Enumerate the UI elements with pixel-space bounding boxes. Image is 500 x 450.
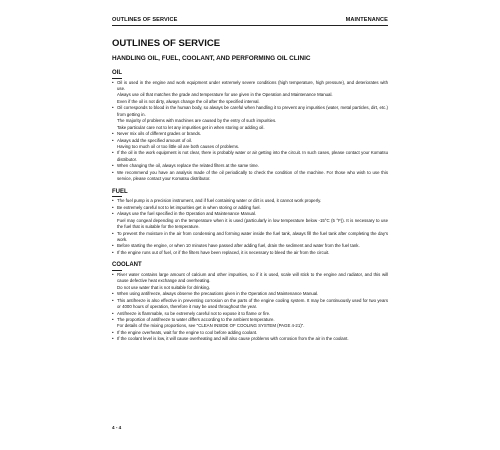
bullet-text: For details of the mixing proportions, see "CLEAN INSIDE OF COOLING SYSTEM (PAGE 4-21)". bbox=[117, 323, 305, 329]
bullet-item bbox=[112, 150, 388, 163]
bullet-text: • If the engine overheats, wait for the engine to cool before adding coolant. bbox=[117, 329, 258, 335]
bullet-item bbox=[112, 138, 388, 151]
bullet-text: Always use oil that matches the grade and temperature for use given in the Operation and Maintenance Manual. bbox=[117, 92, 333, 98]
section-heading: FUEL bbox=[112, 188, 128, 195]
bullet-text: • Be extremely careful not to let impurities get in when storing or adding fuel. bbox=[117, 204, 261, 210]
section-heading: OIL bbox=[112, 70, 122, 76]
bullet-text: • If the engine runs out of fuel, or if the filters have been replaced, it is necessary to bleed the air from the circuit. bbox=[117, 249, 330, 255]
header-right: MAINTENANCE bbox=[345, 17, 388, 23]
bullet-text: • Always use the fuel specified in the Operation and Maintenance Manual. bbox=[117, 211, 257, 217]
bullet-text: Having too much oil or too little oil are both causes of problems. bbox=[117, 144, 240, 150]
bullet-text: • Oil corresponds to blood in the human body, so always be careful when handling it to prevent any impurities (water, metal particles, dirt, etc.) from getting in. bbox=[117, 105, 388, 117]
bullet-text: • This antifreeze is also effective in preventing corrosion on the parts of the engine cooling system. It may be continuously used for two years or 4000 hours of operation, therefore it may be used throughout the year. bbox=[117, 297, 388, 310]
header-rule bbox=[112, 25, 388, 26]
bullet-text: • We recommend you have an analysis made of the oil periodically to check the condition of the machine. For those who wish to use this service, please contact your Komatsu distributor. bbox=[117, 169, 388, 182]
sections bbox=[112, 70, 388, 343]
bullet-text: • Antifreeze is flammable, so be extremely careful not to expose it to flame or fire. bbox=[117, 310, 271, 316]
bullet-text: • Before starting the engine, or when 10 minutes have passed after adding fuel, drain the sediment and water from the fuel tank. bbox=[117, 243, 360, 249]
section-heading-underline bbox=[112, 270, 122, 271]
bullet-text: • To prevent the moisture in the air from condensing and forming water inside the fuel tank, always fill the fuel tank after completing the day's work. bbox=[117, 230, 388, 242]
section-coolant bbox=[112, 262, 388, 342]
running-header bbox=[112, 17, 388, 23]
section-oil bbox=[112, 70, 388, 183]
section-heading-underline bbox=[112, 78, 122, 79]
bullet-item bbox=[112, 231, 388, 244]
bullet-item bbox=[112, 336, 388, 342]
bullet-item bbox=[112, 105, 388, 131]
bullet-list bbox=[112, 80, 388, 183]
bullet-item bbox=[112, 80, 388, 106]
page-number: 4 - 4 bbox=[112, 425, 122, 430]
bullet-item bbox=[112, 250, 388, 256]
section-heading-underline bbox=[112, 196, 122, 197]
page-title: OUTLINES OF SERVICE bbox=[112, 38, 221, 49]
bullet-text: Take particular care not to let any impurities get in when storing or adding oil. bbox=[117, 124, 265, 130]
bullet-text: • If the coolant level is low, it will cause overheating and will also cause problems with corrosion from the air in the coolant. bbox=[117, 336, 349, 342]
bullet-text: The majority of problems with machines are caused by the entry of such impurities. bbox=[117, 118, 277, 124]
bullet-item bbox=[112, 317, 388, 330]
bullet-list bbox=[112, 198, 388, 256]
bullet-list bbox=[112, 272, 388, 343]
page-subtitle: HANDLING OIL, FUEL, COOLANT, AND PERFORMING OIL CLINIC bbox=[112, 55, 311, 62]
bullet-text: Even if the oil is not dirty, always change the oil after the specified interval. bbox=[117, 98, 260, 104]
bullet-text: Fuel may congeal depending on the temperature when it is used (particularly in low temperature below -15°C (5 °F)). It is necessary to use the fuel that is suitable for the temperature. bbox=[117, 217, 388, 230]
bullet-text: • Never mix oils of different grades or brands. bbox=[117, 131, 202, 137]
section-heading: COOLANT bbox=[112, 262, 142, 269]
bullet-text: • Oil is used in the engine and work equipment under extremely severe conditions (high temperature, high pressure), and deteriorates with use. bbox=[117, 79, 388, 91]
bullet-text: • River water contains large amount of calcium and other impurities, so if it is used, scale will stick to the engine and radiator, and this will cause defective heat exchange and overheating. bbox=[117, 271, 388, 284]
bullet-text: • When using antifreeze, always observe the precautions given in the Operation and Maintenance Manual. bbox=[117, 291, 319, 297]
bullet-item bbox=[112, 211, 388, 230]
bullet-text: • The proportion of antifreeze to water differs according to the ambient temperature. bbox=[117, 317, 275, 322]
bullet-item bbox=[112, 298, 388, 311]
section-fuel bbox=[112, 189, 388, 257]
bullet-text: • When changing the oil, always replace the related filters at the same time. bbox=[117, 163, 259, 169]
page-content bbox=[112, 38, 388, 349]
bullet-text: • If the oil in the work equipment is not clear, there is probably water or air getting into the circuit. In such cases, please contact your Komatsu distributor. bbox=[117, 150, 388, 162]
header-left: OUTLINES OF SERVICE bbox=[112, 17, 178, 23]
bullet-text: Do not use water that is not suitable for drinking. bbox=[117, 284, 210, 290]
bullet-text: • Always add the specified amount of oil. bbox=[117, 137, 193, 143]
bullet-text: • The fuel pump is a precision instrument, and if fuel containing water or dirt is used, it cannot work properly. bbox=[117, 198, 322, 204]
bullet-item bbox=[112, 170, 388, 183]
bullet-item bbox=[112, 272, 388, 291]
